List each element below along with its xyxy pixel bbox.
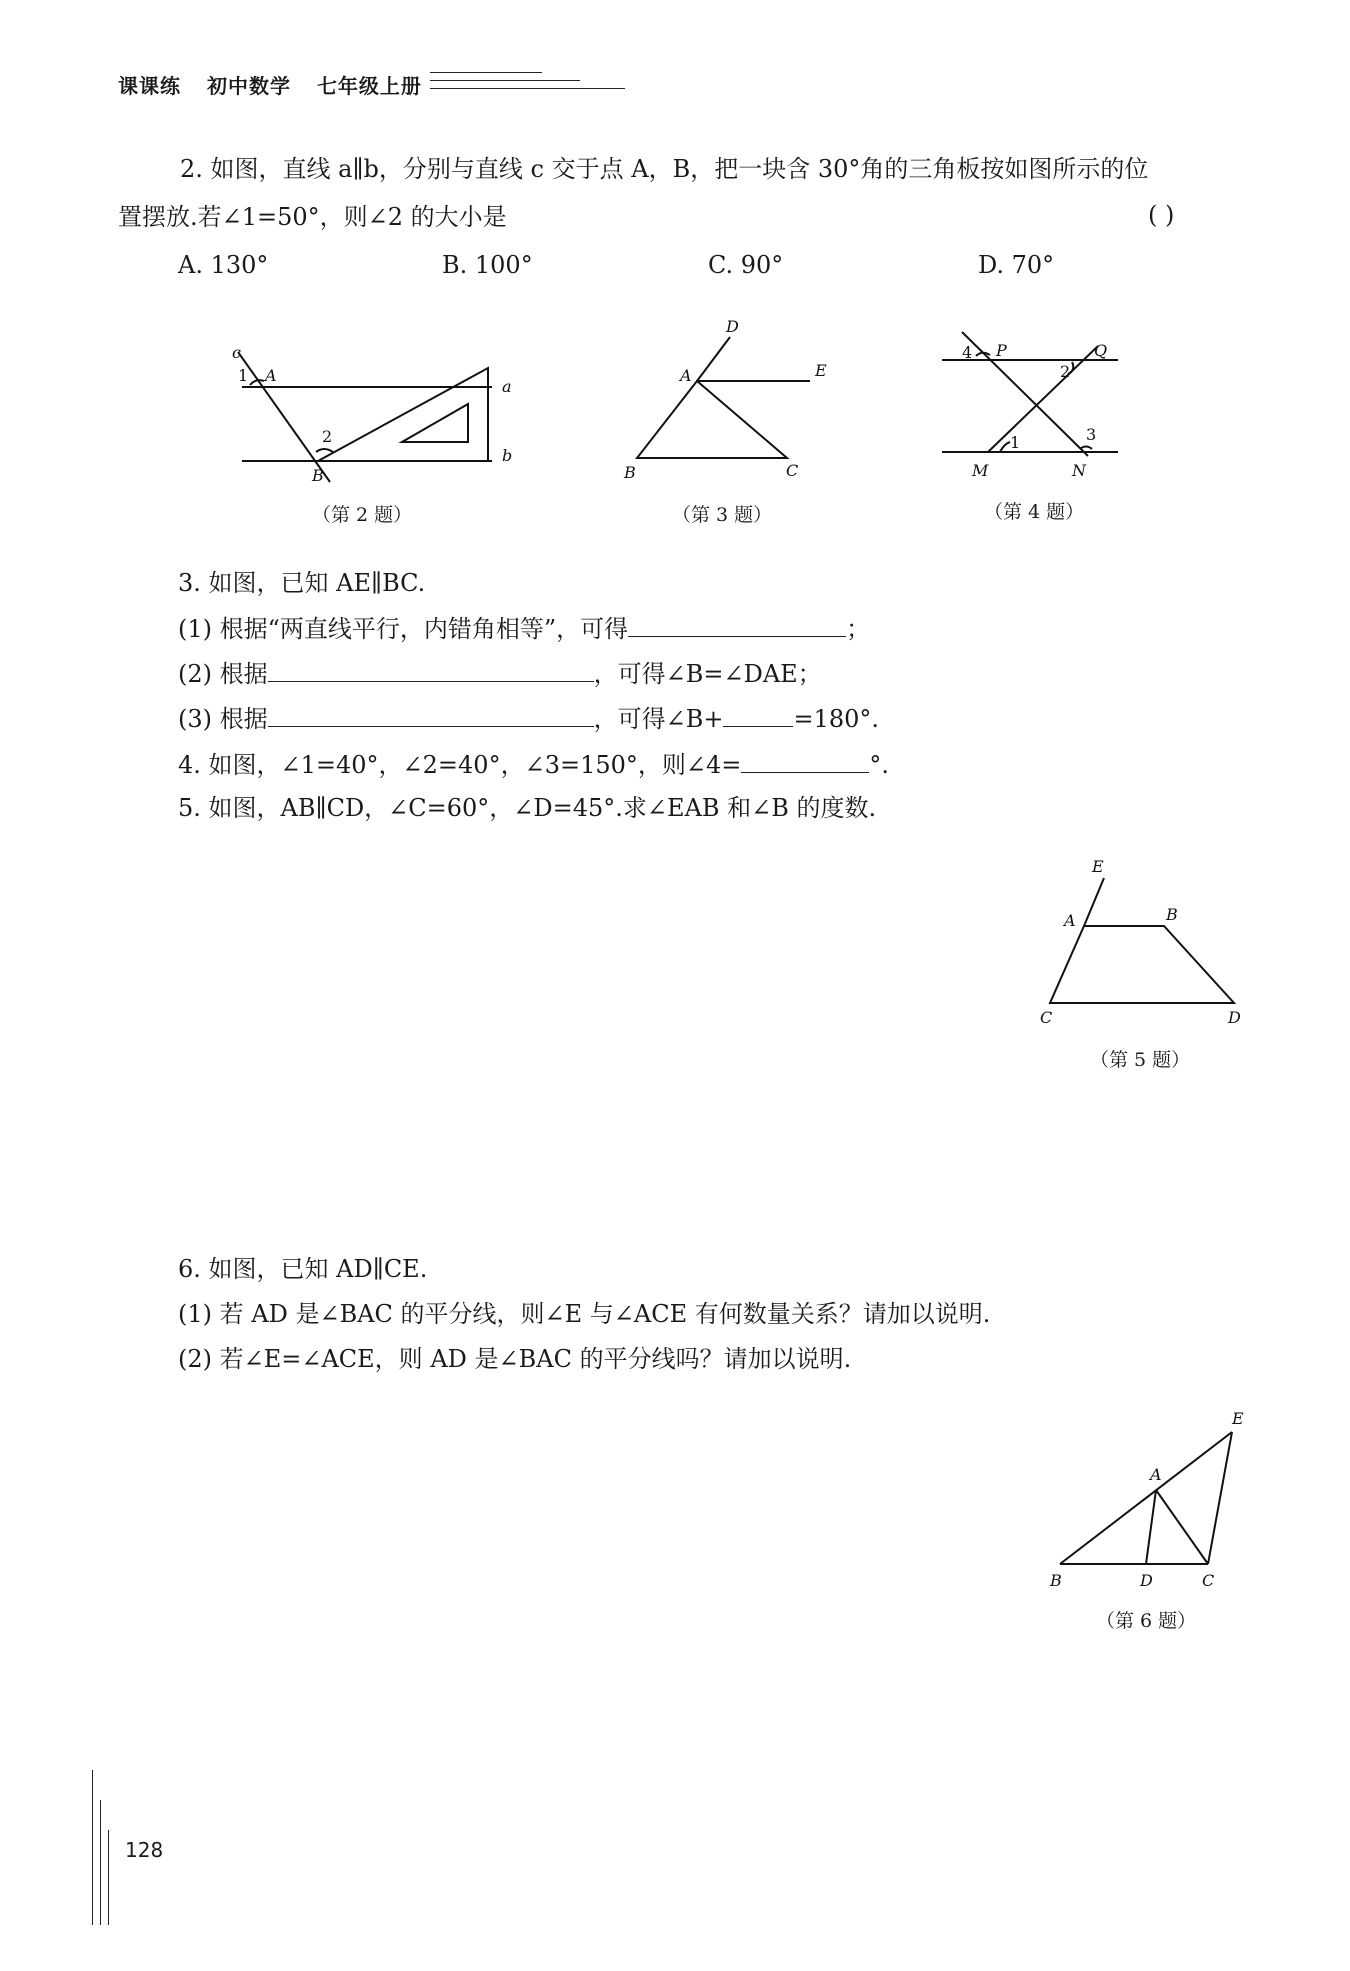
label-D: D [1228,1008,1241,1027]
label-B: B [624,463,636,482]
q2-line2: 置摆放.若∠1=50°，则∠2 的大小是 [118,203,507,231]
angle-4-arc [976,353,990,356]
line-BE [1060,1432,1232,1564]
q3-part2-start: (2) 根据 [178,660,268,688]
label-E: E [815,361,827,380]
label-D: D [726,317,739,336]
q2-option-a: A. 130° [178,251,269,279]
q3-part1-blank[interactable] [628,610,846,637]
label-M: M [972,461,989,480]
label-2: 2 [1060,362,1071,381]
line-PN [962,332,1088,456]
label-b: b [502,446,513,465]
label-1: 1 [1010,433,1021,452]
page-number: 128 [125,1838,164,1862]
grade-volume: 七年级上册 [316,74,422,98]
angle-2-arc [316,449,333,452]
label-P: P [996,341,1007,360]
q6-part2: (2) 若∠E=∠ACE，则 AD 是∠BAC 的平分线吗？请加以说明. [178,1345,852,1373]
q3-part1-text: (1) 根据“两直线平行，内错角相等”，可得 [178,615,629,643]
ray-AE [1084,878,1104,926]
angle-1-arc [1000,442,1010,452]
caption-q2: （第 2 题） [312,504,413,526]
q3-part1 [178,610,870,646]
label-c: c [232,343,241,362]
q3-part2-end: ，可得∠B=∠DAE； [593,660,822,688]
footer-rule-3 [108,1830,109,1925]
q2-line1: 2. 如图，直线 a∥b，分别与直线 c 交于点 A，B，把一块含 30°角的三角板按如图所示的位 [180,155,1149,183]
caption-q4: （第 4 题） [984,501,1085,523]
q3-title: 3. 如图，已知 AE∥BC. [178,569,426,597]
label-a: a [502,377,512,396]
set-square-outer [318,368,488,461]
label-1: 1 [238,366,249,385]
q4-text [178,746,889,782]
label-E: E [1092,857,1104,876]
q3-part3-start: (3) 根据 [178,705,268,733]
label-2: 2 [322,427,333,446]
q2-answer-paren: ( ) [1148,201,1175,229]
q2-option-d: D. 70° [978,251,1055,279]
label-4: 4 [962,343,973,362]
q6-title: 6. 如图，已知 AD∥CE. [178,1255,428,1283]
q2-option-c: C. 90° [708,251,784,279]
q3-part3 [178,700,879,736]
q4-start: 4. 如图，∠1=40°，∠2=40°，∠3=150°，则∠4= [178,751,742,779]
book-name: 课课练 [118,74,181,98]
label-C: C [1040,1008,1053,1027]
q3-part3-blank-1[interactable] [268,700,594,727]
q5-text: 5. 如图，AB∥CD，∠C=60°，∠D=45°.求∠EAB 和∠B 的度数. [178,794,877,822]
line-EC [1208,1432,1232,1564]
footer-rule-2 [100,1800,101,1925]
label-A: A [1064,911,1076,930]
q4-blank[interactable] [741,746,869,773]
label-B: B [312,466,324,485]
angle-3-arc [1080,447,1092,450]
label-A: A [1150,1465,1162,1484]
line-AC [1156,1490,1208,1564]
caption-q6: （第 6 题） [1096,1610,1197,1632]
label-E: E [1232,1409,1244,1428]
label-C: C [1202,1571,1215,1590]
ray-AD [697,337,730,381]
trapezoid-ABDC [1050,926,1234,1003]
line-MQ [988,346,1098,452]
label-3: 3 [1086,425,1097,444]
label-D: D [1140,1571,1153,1590]
label-A: A [265,366,277,385]
line-AD [1146,1490,1156,1564]
q3-part3-blank-2[interactable] [723,700,793,727]
caption-q5: （第 5 题） [1090,1049,1191,1071]
q3-part2-blank[interactable] [268,655,594,682]
q3-part3-end: =180°. [793,705,880,733]
label-N: N [1072,461,1086,480]
q2-option-b: B. 100° [442,251,533,279]
caption-q3: （第 3 题） [672,504,773,526]
q3-part2 [178,655,822,691]
triangle-ABC [637,381,787,458]
q3-part1-end: ； [846,615,871,643]
q3-part3-mid: ，可得∠B+ [593,705,724,733]
q6-part1: (1) 若 AD 是∠BAC 的平分线，则∠E 与∠ACE 有何数量关系？请加以说明. [178,1300,991,1328]
q4-end: °. [869,751,890,779]
label-Q: Q [1094,341,1108,360]
line-c [238,352,333,482]
label-A: A [680,366,692,385]
label-B: B [1166,905,1178,924]
subject-level: 初中数学 [206,74,291,98]
label-C: C [786,461,799,480]
label-B: B [1050,1571,1062,1590]
footer-rule-1 [92,1770,93,1925]
